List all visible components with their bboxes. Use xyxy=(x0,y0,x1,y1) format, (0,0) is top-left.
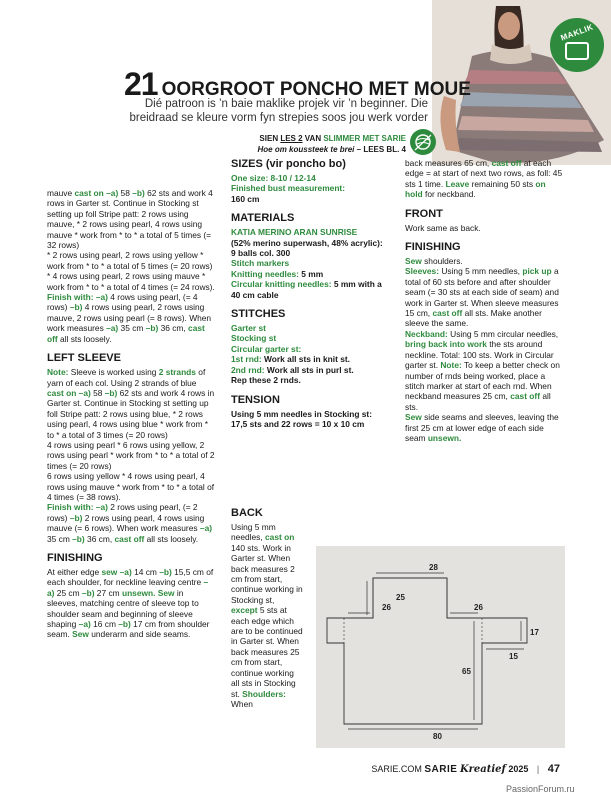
label-body-length: 65 xyxy=(462,667,471,676)
paragraph: 6 rows using yellow * 4 rows using pearl, 4 rows using mauve * work from * to * a total of 4 times (= 38 rows). xyxy=(47,471,215,502)
page-number: 47 xyxy=(547,763,560,775)
stitch-markers: Stitch markers xyxy=(231,258,290,269)
heading-front: FRONT xyxy=(405,207,443,220)
paragraph: Work same as back. xyxy=(405,222,481,233)
paragraph: Note: Sleeve is worked using 2 strands of yarn of each col. Using 2 strands of blue cast on –a) 58 –b) 62 sts and work 4 rows in Garter st. Continue in Stocking st setting up foll Stripe patt: 2 rows using blue, * 2 rows using pearl, 4 rows using blue * work from * to * a total of 3 times (= 20 rows) xyxy=(47,367,215,440)
back-section xyxy=(231,507,303,709)
schematic-diagram xyxy=(316,546,565,748)
paragraph: At either edge sew –a) 14 cm –b) 15,5 cm of each shoulder, for neckline leaving centre –a) 25 cm –b) 27 cm unsewn. Sew in sleeves, matching centre of sleeve top to shoulder seam and beginning of sleeve shaping –a) 16 cm –b) 17 cm from shoulder seam. Sew underarm and side seams. xyxy=(47,567,214,640)
label-sleeve-length: 15 xyxy=(509,652,518,661)
pattern-title: OORGROOT PONCHO MET MOUE xyxy=(161,79,471,100)
difficulty-badge xyxy=(550,18,604,72)
column-2 xyxy=(231,158,383,429)
footer-magazine: SARIE xyxy=(424,764,458,775)
circular-needles-line: Circular knitting needles: 5 mm with a 40 cm cable xyxy=(231,279,382,300)
label-body-width: 80 xyxy=(433,732,442,741)
label-neck-height: 25 xyxy=(396,593,405,602)
size-line: One size: 8-10 / 12-14 xyxy=(231,173,316,183)
bust-label: Finished bust measurement: xyxy=(231,183,346,194)
paragraph: Neckband: Using 5 mm circular needles, bring back into work the sts around neckline. Total: 100 sts. Work in Circular garter st. Note: To keep a better check on number of rnds being worked, place a stitch marker at start of each rnd. When neckband measures 25 cm, cast off all sts. xyxy=(405,328,560,412)
paragraph: Sleeves: Using 5 mm needles, pick up a total of 60 sts before and after shoulder seam (= 30 sts at each side of seam) and work in Garter st. When sleeve measures 15 cm, cast off all sts. Make another sleeve the same. xyxy=(405,266,559,329)
stocking-st: Stocking st xyxy=(231,333,277,344)
yarn-description: (52% merino superwash, 48% acrylic): 9 balls col. 300 xyxy=(231,237,383,259)
heading-back: BACK xyxy=(231,507,263,519)
watermark: PassionForum.ru xyxy=(506,784,575,794)
yarn-name: KATIA MERINO ARAN SUNRISE xyxy=(231,227,358,238)
badge-label: MAKLIK xyxy=(559,22,595,43)
label-shoulder-left: 26 xyxy=(382,603,391,612)
heading-tension: TENSION xyxy=(231,393,280,406)
footer-year: 2025 xyxy=(508,764,529,774)
paragraph: back measures 65 cm, cast off at each edge = at start of next two rows, as foll: 45 sts 1 time. Leave remaining 50 sts on hold for neckband. xyxy=(405,158,563,200)
paragraph: Sew side seams and sleeves, leaving the first 25 cm at lower edge of each side seam unsewn. xyxy=(405,412,559,443)
label-shoulder-right: 26 xyxy=(474,603,483,612)
needles-line: Knitting needles: 5 mm xyxy=(231,268,324,279)
label-sleeve-width: 17 xyxy=(530,628,539,637)
heading-left-sleeve: LEFT SLEEVE xyxy=(47,352,121,365)
yarn-ball-icon xyxy=(565,42,589,60)
heading-materials: MATERIALS xyxy=(231,212,295,225)
paragraph: 4 rows using pearl * 6 rows using yellow, 2 rows using pearl * work from * to * a total of 2 times (= 20 rows) xyxy=(47,439,215,471)
see-lesson-reference: SIEN LES 2 VAN SLIMMER MET SARIE Hoe om koussteek te brei – LEES BL. 4 xyxy=(257,134,406,154)
paragraph: mauve cast on –a) 58 –b) 62 sts and work 4 rows in Garter st. Continue in Stocking st setting up foll Stripe patt: 2 rows using mauve, * 2 rows using pearl, 4 rows using mauve * work from * to * a total of 5 times (= 32 rows) xyxy=(47,188,213,251)
paragraph: * 4 rows using pearl, 2 rows using mauve * work from * to * a total of 4 times (= 24 rows). xyxy=(47,271,215,292)
heading-stitches: STITCHES xyxy=(231,308,286,321)
paragraph: Sew shoulders. xyxy=(405,256,463,267)
column-1 xyxy=(47,188,215,640)
page-footer xyxy=(0,763,560,775)
column-3 xyxy=(405,158,565,443)
garment-outline xyxy=(327,578,527,724)
paragraph: Using 5 mm needles, cast on 140 sts. Work in Garter st. When back measures 2 cm from start, continue working in Stocking st, except 5 sts at each edge which are to be continued in Garter st. When back measures 25 cm from start, continue working all sts in Stocking st. Shoulders: When xyxy=(231,522,303,709)
bust-value: 160 cm xyxy=(231,193,260,204)
intro-text: Dié patroon is ’n baie maklike projek vir ’n beginner. Die breidraad se kleure vorm fyn strepies soos jou werk vorder xyxy=(129,98,428,124)
heading-finishing-2: FINISHING xyxy=(405,241,461,254)
paragraph: Finish with: –a) 2 rows using pearl, (= 2 rows) –b) 2 rows using pearl, 4 rows using mauve (= 6 rows). When work measures –a) 35 cm –b) 36 cm, cast off all sts loosely. xyxy=(47,502,213,544)
footer-separator: | xyxy=(536,764,540,774)
heading-finishing: FINISHING xyxy=(47,552,103,564)
tension-text: Using 5 mm needles in Stocking st: 17,5 sts and 22 rows = 10 x 10 cm xyxy=(231,408,373,429)
label-neck-width: 28 xyxy=(429,563,438,572)
pattern-number: 21 xyxy=(124,66,158,102)
footer-brand: Kreatief xyxy=(459,764,506,775)
paragraph: * 2 rows using pearl, 2 rows using yellow * work from * to * a total of 5 times (= 20 rows) xyxy=(47,250,213,271)
knitting-ball-icon xyxy=(410,129,436,155)
circular-garter-st: Circular garter st: xyxy=(231,343,302,354)
round-2: 2nd rnd: Work all sts in purl st. xyxy=(231,364,354,375)
heading-sizes: SIZES (vir poncho bo) xyxy=(231,158,346,170)
garter-st: Garter st xyxy=(231,323,266,334)
paragraph: Finish with: –a) 4 rows using pearl, (= 4 rows) –b) 4 rows using pearl, 2 rows using mauve, 2 rows using pearl (= 8 rows). When work measures –a) 35 cm –b) 36 cm, cast off all sts loosely. xyxy=(47,292,212,344)
footer-site: SARIE.COM xyxy=(371,764,422,774)
repeat-rounds: Rep these 2 rnds. xyxy=(231,375,301,386)
round-1: 1st rnd: Work all sts in knit st. xyxy=(231,354,350,365)
